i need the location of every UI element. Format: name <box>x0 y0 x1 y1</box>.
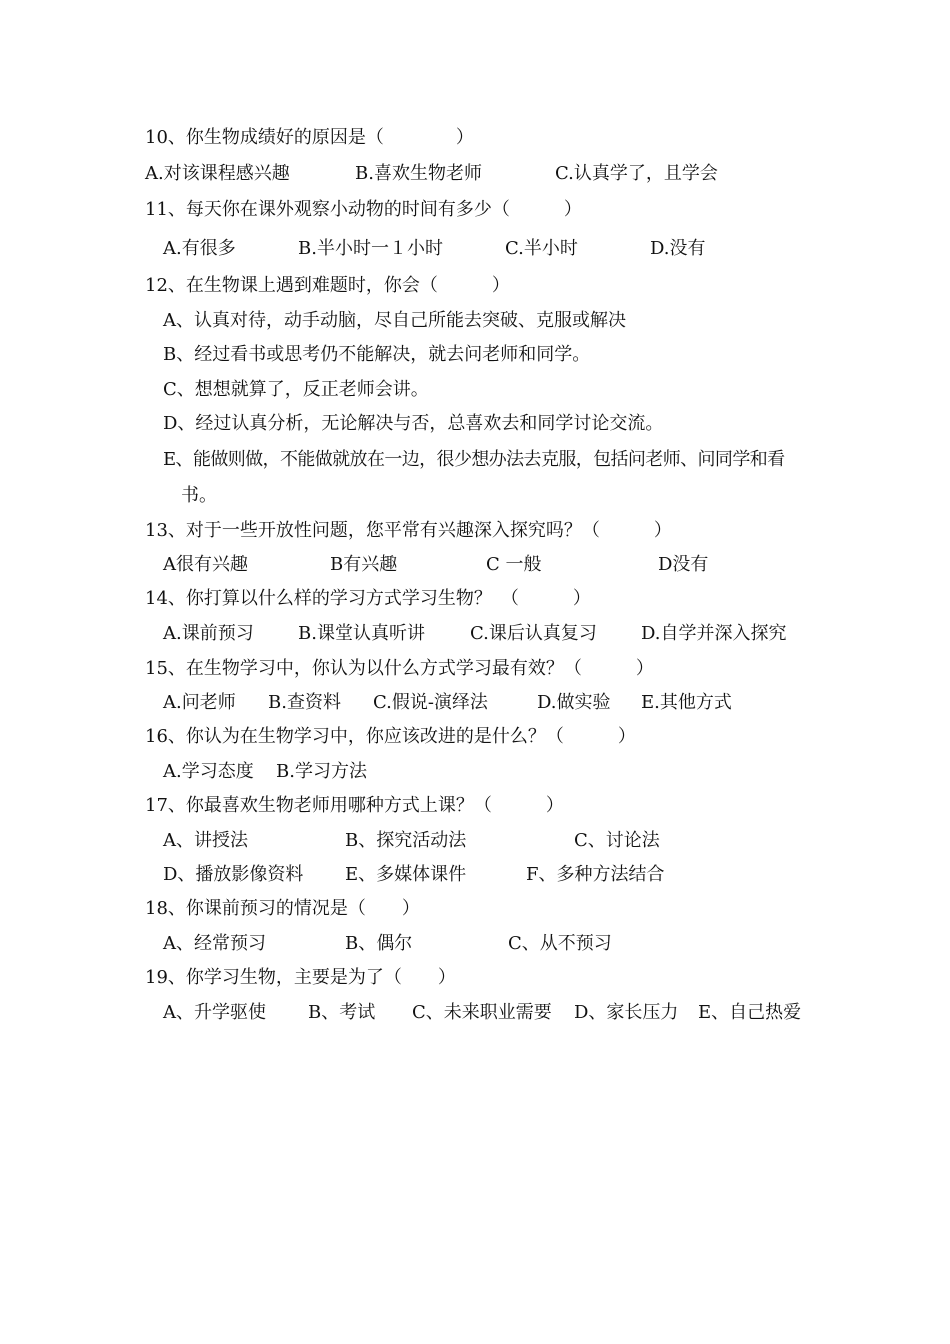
question-15-option-c: C.假说-演绎法 <box>373 692 488 713</box>
question-10-option-b: B.喜欢生物老师 <box>355 163 482 184</box>
question-14-option-a: A.课前预习 <box>163 623 254 644</box>
question-17-option-e: E、多媒体课件 <box>345 864 467 885</box>
question-18-option-b: B、偶尔 <box>345 933 413 954</box>
question-17-option-f: F、多种方法结合 <box>526 864 665 885</box>
question-16-option-a: A.学习态度 <box>163 761 254 782</box>
question-10-stem: 10、你生物成绩好的原因是（ ） <box>145 127 474 148</box>
question-17-option-b: B、探究活动法 <box>345 830 467 851</box>
question-13-option-b: B有兴趣 <box>330 554 398 575</box>
question-12-option-e-continued: 书。 <box>181 485 217 506</box>
question-12-option-d: D、经过认真分析，无论解决与否，总喜欢去和同学讨论交流。 <box>163 413 664 434</box>
question-14-option-d: D.自学并深入探究 <box>641 623 787 644</box>
question-14-option-c: C.课后认真复习 <box>470 623 597 644</box>
question-17-option-a: A、讲授法 <box>163 830 248 851</box>
question-12-stem: 12、在生物课上遇到难题时，你会（ ） <box>145 275 510 296</box>
question-13-option-a: A很有兴趣 <box>163 554 248 575</box>
question-11-option-a: A.有很多 <box>163 238 236 259</box>
question-18-stem: 18、你课前预习的情况是（ ） <box>145 898 420 919</box>
question-11-option-b: B.半小时一１小时 <box>298 238 443 259</box>
question-17-option-d: D、播放影像资料 <box>163 864 304 885</box>
question-11-stem: 11、每天你在课外观察小动物的时间有多少（ ） <box>145 199 582 220</box>
question-12-option-e: E、能做则做，不能做就放在一边，很少想办法去克服，包括问老师、问同学和看 <box>163 449 785 470</box>
question-18-option-a: A、经常预习 <box>163 933 266 954</box>
question-17-stem: 17、你最喜欢生物老师用哪种方式上课？（ ） <box>145 795 564 816</box>
question-11-option-d: D.没有 <box>650 238 706 259</box>
question-15-option-e: E.其他方式 <box>641 692 732 713</box>
question-19-option-e: E、自己热爱 <box>698 1002 802 1023</box>
question-15-option-d: D.做实验 <box>537 692 611 713</box>
question-12-option-c: C、想想就算了，反正老师会讲。 <box>163 379 429 400</box>
question-18-option-c: C、从不预习 <box>508 933 612 954</box>
question-19-option-b: B、考试 <box>308 1002 376 1023</box>
question-15-stem: 15、在生物学习中，你认为以什么方式学习最有效？（ ） <box>145 658 654 679</box>
question-15-option-a: A.问老师 <box>163 692 236 713</box>
question-13-option-c: C 一般 <box>486 554 542 575</box>
question-19-option-a: A、升学驱使 <box>163 1002 266 1023</box>
question-19-option-c: C、未来职业需要 <box>412 1002 552 1023</box>
question-16-option-b: B.学习方法 <box>276 761 367 782</box>
question-12-option-a: A、认真对待，动手动脑，尽自己所能去突破、克服或解决 <box>163 310 626 331</box>
question-10-option-a: A.对该课程感兴趣 <box>145 163 290 184</box>
question-19-option-d: D、家长压力 <box>574 1002 679 1023</box>
question-13-option-d: D没有 <box>658 554 709 575</box>
question-14-option-b: B.课堂认真听讲 <box>298 623 425 644</box>
question-17-option-c: C、讨论法 <box>574 830 660 851</box>
question-16-stem: 16、你认为在生物学习中，你应该改进的是什么？（ ） <box>145 726 636 747</box>
question-19-stem: 19、你学习生物，主要是为了（ ） <box>145 967 456 988</box>
question-14-stem: 14、你打算以什么样的学习方式学习生物？ （ ） <box>145 588 591 609</box>
question-11-option-c: C.半小时 <box>505 238 578 259</box>
question-15-option-b: B.查资料 <box>268 692 341 713</box>
question-13-stem: 13、对于一些开放性问题，您平常有兴趣深入探究吗？（ ） <box>145 520 672 541</box>
question-12-option-b: B、经过看书或思考仍不能解决，就去问老师和同学。 <box>163 344 591 365</box>
question-10-option-c: C.认真学了，且学会 <box>555 163 718 184</box>
